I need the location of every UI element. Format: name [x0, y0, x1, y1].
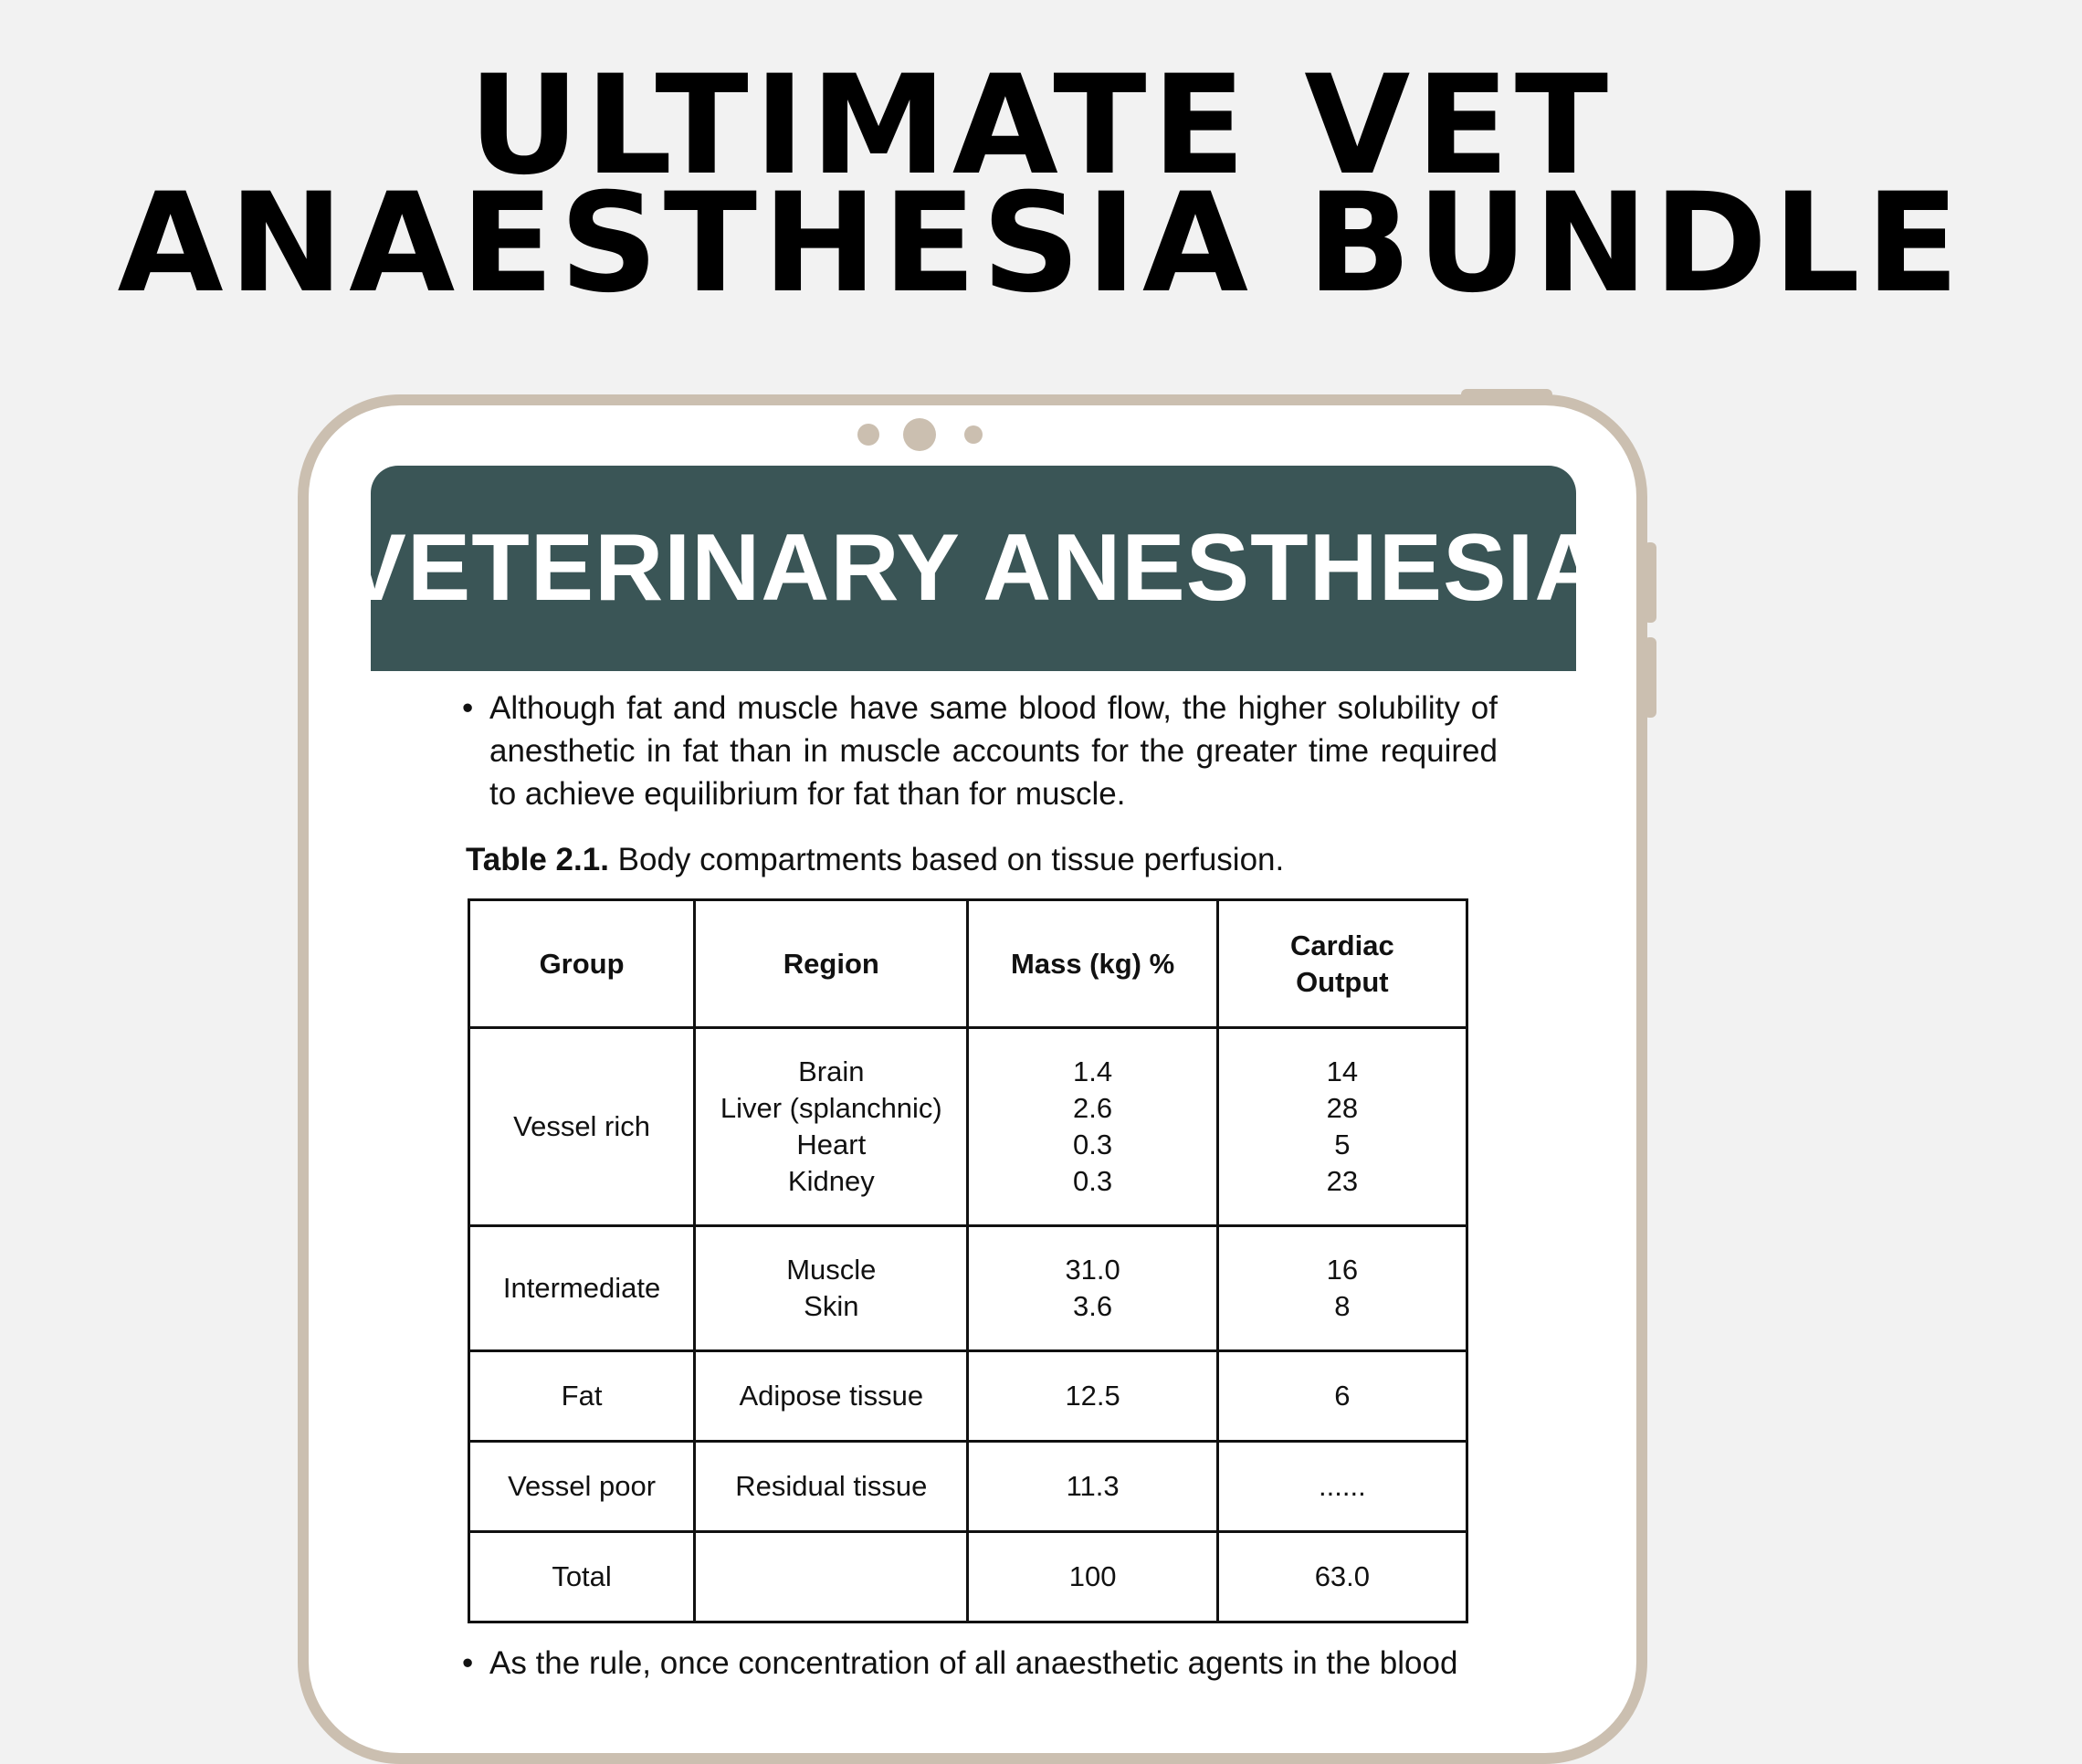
cut-off-bullet: • As the rule, once concentration of all anaesthetic agents in the blood [462, 1642, 1498, 1685]
cell-region: Adipose tissue [695, 1351, 968, 1442]
cell-group: Vessel poor [469, 1442, 695, 1532]
cell-region [695, 1028, 968, 1226]
cell-output [1217, 1226, 1467, 1351]
header-cardiac-output-text: Cardiac Output [1289, 929, 1394, 998]
cell-mass [968, 1226, 1217, 1351]
table-row [469, 1351, 1467, 1442]
table-row [469, 1028, 1467, 1226]
cell-mass [968, 1028, 1217, 1226]
cell-mass: 12.5 [968, 1351, 1217, 1442]
header-cardiac-output [1217, 900, 1467, 1028]
cell-line: Skin [804, 1290, 859, 1322]
table-row [469, 1532, 1467, 1622]
cell-line: Liver (splanchnic) [720, 1092, 942, 1124]
document-title: VETERINARY ANESTHESIA [342, 515, 1604, 621]
body-compartments-table [468, 898, 1468, 1623]
cell-mass: 11.3 [968, 1442, 1217, 1532]
bullet-paragraph: • Although fat and muscle have same blood flow, the higher solubility of anesthetic in fat than in muscle accounts for the greater time required to achieve equilibrium for fat than for muscle. [462, 687, 1498, 815]
cell-line: 8 [1334, 1290, 1351, 1322]
cell-line: 1.4 [1073, 1055, 1113, 1087]
cell-group: Intermediate [469, 1226, 695, 1351]
cell-group: Vessel rich [469, 1028, 695, 1226]
tablet-sensor-dot [964, 425, 983, 444]
header-region: Region [695, 900, 968, 1028]
page-title-line-2: ANAESTHESIA BUNDLE [117, 164, 1965, 323]
cell-line: 23 [1326, 1165, 1359, 1197]
cell-line: 16 [1326, 1254, 1359, 1286]
document-header-band [342, 466, 1604, 671]
table-caption-text: Body compartments based on tissue perfusion. [617, 842, 1285, 877]
cell-mass: 100 [968, 1532, 1217, 1622]
tablet-volume-down-button [1644, 637, 1656, 718]
cell-line: Heart [796, 1129, 867, 1160]
header-group: Group [469, 900, 695, 1028]
cell-line: 0.3 [1073, 1165, 1113, 1197]
tablet-volume-up-button [1644, 542, 1656, 623]
table-row [469, 1226, 1467, 1351]
cell-line: 14 [1326, 1055, 1359, 1087]
cell-output: 63.0 [1217, 1532, 1467, 1622]
cell-line: 5 [1334, 1129, 1351, 1160]
cell-group: Fat [469, 1351, 695, 1442]
cell-line: 31.0 [1065, 1254, 1120, 1286]
table-row [469, 1442, 1467, 1532]
cell-line: 0.3 [1073, 1129, 1113, 1160]
cell-line: 3.6 [1073, 1290, 1113, 1322]
tablet-camera-icon [903, 418, 936, 451]
table-caption-label: Table 2.1. [466, 842, 609, 877]
cell-group: Total [469, 1532, 695, 1622]
cell-output [1217, 1028, 1467, 1226]
cell-region [695, 1226, 968, 1351]
cell-line: Muscle [786, 1254, 877, 1286]
table-header-row [469, 900, 1467, 1028]
cell-output: 6 [1217, 1351, 1467, 1442]
page-title-line-1: ULTIMATE VET [468, 47, 1614, 205]
cell-line: Brain [798, 1055, 865, 1087]
cell-line: Kidney [787, 1165, 875, 1197]
cell-region [695, 1532, 968, 1622]
header-mass: Mass (kg) % [968, 900, 1217, 1028]
table-caption [466, 842, 1284, 878]
cell-output: ...... [1217, 1442, 1467, 1532]
tablet-sensor-dot [857, 424, 879, 446]
cell-region: Residual tissue [695, 1442, 968, 1532]
cell-line: 2.6 [1073, 1092, 1113, 1124]
cell-line: 28 [1326, 1092, 1359, 1124]
